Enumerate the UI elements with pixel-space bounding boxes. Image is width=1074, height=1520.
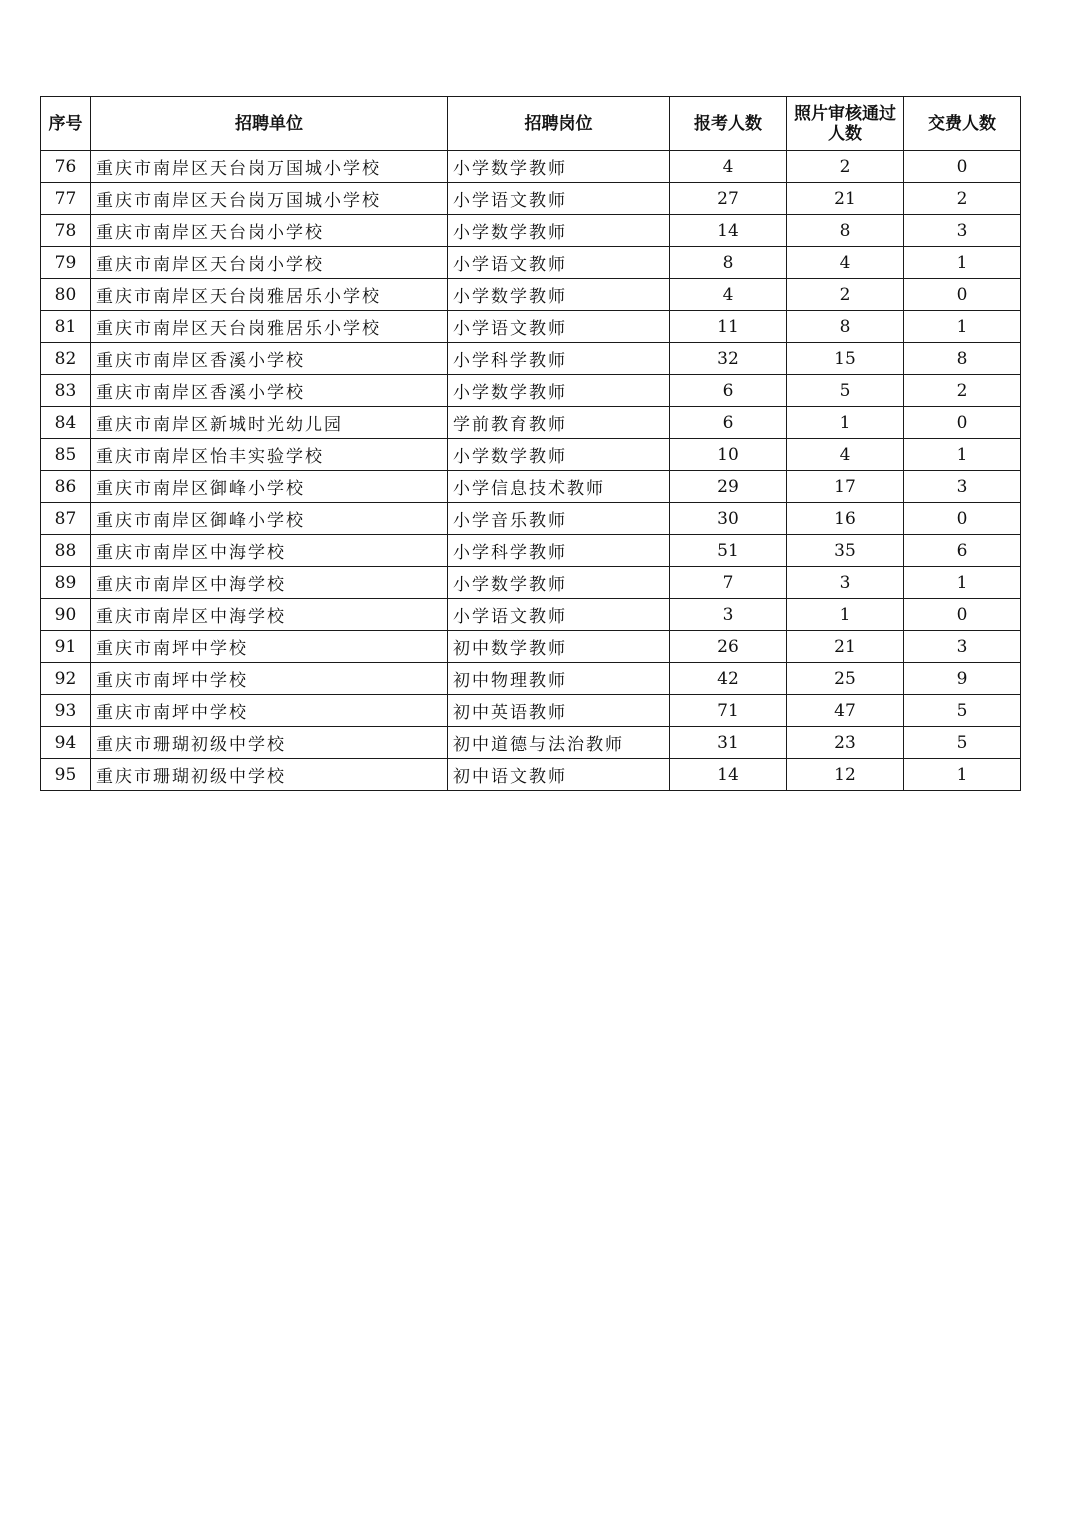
cell-unit: 重庆市南岸区香溪小学校 [91, 375, 448, 407]
cell-paid: 0 [904, 279, 1021, 311]
cell-applicants: 51 [670, 535, 787, 567]
cell-post: 小学数学教师 [448, 279, 670, 311]
cell-unit: 重庆市南岸区天台岗小学校 [91, 215, 448, 247]
table-row [41, 631, 1021, 663]
cell-paid: 0 [904, 599, 1021, 631]
cell-paid: 6 [904, 535, 1021, 567]
cell-applicants: 8 [670, 247, 787, 279]
cell-applicants: 42 [670, 663, 787, 695]
cell-seq: 93 [41, 695, 91, 727]
cell-paid: 2 [904, 375, 1021, 407]
cell-seq: 86 [41, 471, 91, 503]
cell-applicants: 7 [670, 567, 787, 599]
table-row [41, 247, 1021, 279]
cell-unit: 重庆市珊瑚初级中学校 [91, 759, 448, 791]
cell-unit: 重庆市南坪中学校 [91, 663, 448, 695]
cell-photo-passed: 21 [787, 183, 904, 215]
cell-post: 小学数学教师 [448, 151, 670, 183]
cell-seq: 92 [41, 663, 91, 695]
cell-unit: 重庆市南岸区中海学校 [91, 535, 448, 567]
cell-seq: 90 [41, 599, 91, 631]
cell-seq: 78 [41, 215, 91, 247]
cell-applicants: 32 [670, 343, 787, 375]
cell-unit: 重庆市南岸区天台岗万国城小学校 [91, 151, 448, 183]
cell-photo-passed: 5 [787, 375, 904, 407]
cell-seq: 89 [41, 567, 91, 599]
cell-post: 小学数学教师 [448, 567, 670, 599]
cell-applicants: 26 [670, 631, 787, 663]
cell-post: 小学数学教师 [448, 439, 670, 471]
cell-photo-passed: 8 [787, 311, 904, 343]
table-row [41, 471, 1021, 503]
cell-applicants: 71 [670, 695, 787, 727]
cell-paid: 1 [904, 439, 1021, 471]
cell-applicants: 4 [670, 151, 787, 183]
cell-seq: 87 [41, 503, 91, 535]
header-paid: 交费人数 [904, 97, 1021, 151]
cell-seq: 81 [41, 311, 91, 343]
cell-seq: 77 [41, 183, 91, 215]
table-row [41, 311, 1021, 343]
cell-post: 小学数学教师 [448, 375, 670, 407]
cell-seq: 82 [41, 343, 91, 375]
cell-photo-passed: 25 [787, 663, 904, 695]
cell-paid: 2 [904, 183, 1021, 215]
recruitment-stats-table [40, 96, 1021, 791]
cell-seq: 85 [41, 439, 91, 471]
table-row [41, 183, 1021, 215]
cell-unit: 重庆市南岸区御峰小学校 [91, 503, 448, 535]
cell-photo-passed: 17 [787, 471, 904, 503]
cell-unit: 重庆市南坪中学校 [91, 695, 448, 727]
cell-post: 小学语文教师 [448, 183, 670, 215]
cell-unit: 重庆市南岸区天台岗万国城小学校 [91, 183, 448, 215]
table-row [41, 535, 1021, 567]
table-row [41, 407, 1021, 439]
cell-photo-passed: 4 [787, 439, 904, 471]
cell-unit: 重庆市南岸区御峰小学校 [91, 471, 448, 503]
cell-unit: 重庆市南岸区怡丰实验学校 [91, 439, 448, 471]
table-row [41, 663, 1021, 695]
header-applicants: 报考人数 [670, 97, 787, 151]
cell-paid: 3 [904, 215, 1021, 247]
cell-paid: 3 [904, 631, 1021, 663]
cell-applicants: 14 [670, 759, 787, 791]
cell-post: 小学语文教师 [448, 247, 670, 279]
cell-post: 小学音乐教师 [448, 503, 670, 535]
header-seq: 序号 [41, 97, 91, 151]
cell-post: 初中数学教师 [448, 631, 670, 663]
table-row [41, 695, 1021, 727]
cell-applicants: 31 [670, 727, 787, 759]
cell-seq: 79 [41, 247, 91, 279]
cell-paid: 8 [904, 343, 1021, 375]
cell-seq: 83 [41, 375, 91, 407]
table-row [41, 375, 1021, 407]
cell-seq: 80 [41, 279, 91, 311]
cell-paid: 5 [904, 695, 1021, 727]
cell-unit: 重庆市珊瑚初级中学校 [91, 727, 448, 759]
cell-photo-passed: 4 [787, 247, 904, 279]
cell-photo-passed: 8 [787, 215, 904, 247]
header-post: 招聘岗位 [448, 97, 670, 151]
cell-unit: 重庆市南岸区中海学校 [91, 567, 448, 599]
cell-seq: 95 [41, 759, 91, 791]
cell-photo-passed: 21 [787, 631, 904, 663]
cell-photo-passed: 12 [787, 759, 904, 791]
cell-paid: 1 [904, 311, 1021, 343]
cell-photo-passed: 2 [787, 279, 904, 311]
cell-photo-passed: 1 [787, 407, 904, 439]
table-row [41, 439, 1021, 471]
cell-photo-passed: 16 [787, 503, 904, 535]
cell-paid: 0 [904, 151, 1021, 183]
cell-photo-passed: 47 [787, 695, 904, 727]
cell-applicants: 14 [670, 215, 787, 247]
cell-post: 初中物理教师 [448, 663, 670, 695]
cell-seq: 88 [41, 535, 91, 567]
cell-post: 小学语文教师 [448, 599, 670, 631]
cell-post: 小学科学教师 [448, 535, 670, 567]
table-row [41, 727, 1021, 759]
table-row [41, 215, 1021, 247]
cell-paid: 3 [904, 471, 1021, 503]
cell-applicants: 30 [670, 503, 787, 535]
cell-photo-passed: 3 [787, 567, 904, 599]
cell-post: 初中英语教师 [448, 695, 670, 727]
table-row [41, 151, 1021, 183]
cell-photo-passed: 35 [787, 535, 904, 567]
cell-applicants: 3 [670, 599, 787, 631]
cell-applicants: 4 [670, 279, 787, 311]
cell-unit: 重庆市南岸区香溪小学校 [91, 343, 448, 375]
cell-unit: 重庆市南岸区天台岗小学校 [91, 247, 448, 279]
cell-post: 学前教育教师 [448, 407, 670, 439]
cell-unit: 重庆市南坪中学校 [91, 631, 448, 663]
table-row [41, 759, 1021, 791]
cell-post: 小学信息技术教师 [448, 471, 670, 503]
cell-post: 小学语文教师 [448, 311, 670, 343]
cell-photo-passed: 2 [787, 151, 904, 183]
cell-applicants: 10 [670, 439, 787, 471]
cell-seq: 76 [41, 151, 91, 183]
table-row [41, 279, 1021, 311]
cell-post: 初中道德与法治教师 [448, 727, 670, 759]
cell-seq: 84 [41, 407, 91, 439]
cell-paid: 9 [904, 663, 1021, 695]
table-row [41, 599, 1021, 631]
cell-applicants: 6 [670, 407, 787, 439]
cell-unit: 重庆市南岸区中海学校 [91, 599, 448, 631]
cell-seq: 91 [41, 631, 91, 663]
cell-photo-passed: 1 [787, 599, 904, 631]
cell-post: 初中语文教师 [448, 759, 670, 791]
header-photo-passed: 照片审核通过人数 [787, 97, 904, 151]
cell-paid: 0 [904, 503, 1021, 535]
cell-applicants: 29 [670, 471, 787, 503]
cell-paid: 1 [904, 759, 1021, 791]
table-row [41, 503, 1021, 535]
table-body [41, 151, 1021, 791]
cell-photo-passed: 23 [787, 727, 904, 759]
cell-paid: 5 [904, 727, 1021, 759]
cell-unit: 重庆市南岸区天台岗雅居乐小学校 [91, 279, 448, 311]
cell-applicants: 11 [670, 311, 787, 343]
header-unit: 招聘单位 [91, 97, 448, 151]
cell-post: 小学科学教师 [448, 343, 670, 375]
cell-unit: 重庆市南岸区新城时光幼儿园 [91, 407, 448, 439]
cell-applicants: 27 [670, 183, 787, 215]
cell-post: 小学数学教师 [448, 215, 670, 247]
cell-photo-passed: 15 [787, 343, 904, 375]
cell-seq: 94 [41, 727, 91, 759]
table-row [41, 343, 1021, 375]
table-header [41, 97, 1021, 151]
cell-applicants: 6 [670, 375, 787, 407]
cell-paid: 1 [904, 567, 1021, 599]
table-row [41, 567, 1021, 599]
cell-paid: 1 [904, 247, 1021, 279]
cell-unit: 重庆市南岸区天台岗雅居乐小学校 [91, 311, 448, 343]
cell-paid: 0 [904, 407, 1021, 439]
header-row [41, 97, 1021, 151]
